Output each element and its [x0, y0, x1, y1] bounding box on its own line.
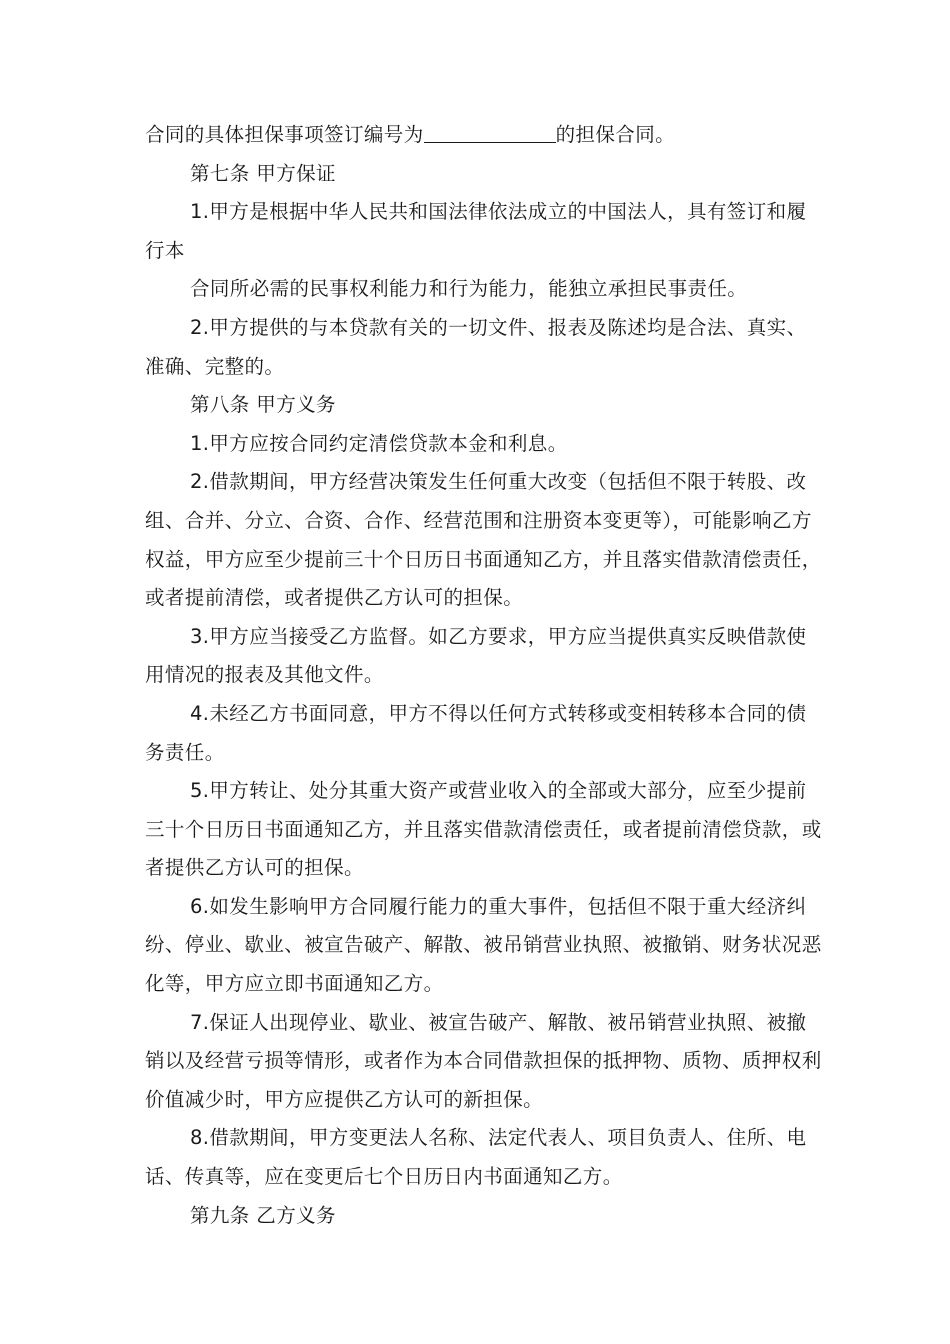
- paragraph-contract-number: [145, 116, 825, 155]
- contract-number-blank: [424, 120, 556, 143]
- article-7-item-1a: 1.甲方是根据中华人民共和国法律依法成立的中国法人，具有签订和履行本: [145, 200, 807, 262]
- document-body: [145, 116, 825, 1235]
- article-9-title: 第九条 乙方义务: [190, 1203, 336, 1227]
- article-7-title: 第七条 甲方保证: [190, 161, 336, 185]
- contract-number-text-before: 合同的具体担保事项签订编号为: [145, 123, 424, 146]
- article-7-item-2: 2.甲方提供的与本贷款有关的一切文件、报表及陈述均是合法、真实、准确、完整的。: [145, 315, 807, 378]
- article-8-item-1: 1.甲方应按合同约定清偿贷款本金和利息。: [190, 431, 568, 455]
- article-8-item-7: 7.保证人出现停业、歇业、被宣告破产、解散、被吊销营业执照、被撤销以及经营亏损等情形，或者作为本合同借款担保的抵押物、质物、质押权利价值减少时，甲方应提供乙方认可的新担保。: [145, 1010, 822, 1111]
- article-8-item-2: 2.借款期间，甲方经营决策发生任何重大改变（包括但不限于转股、改组、合并、分立、合资、合作、经营范围和注册资本变更等），可能影响乙方权益，甲方应至少提前三十个日历日书面通知乙方，并且落实借款清偿责任，或者提前清偿，或者提供乙方认可的担保。: [145, 470, 822, 610]
- article-8-item-4: 4.未经乙方书面同意，甲方不得以任何方式转移或变相转移本合同的债务责任。: [145, 701, 807, 764]
- contract-number-text-after: 的担保合同。: [555, 123, 676, 146]
- article-7-item-1b: 合同所必需的民事权利能力和行为能力，能独立承担民事责任。: [190, 277, 748, 301]
- article-8-item-8: 8.借款期间，甲方变更法人名称、法定代表人、项目负责人、住所、电话、传真等，应在变更后七个日历日内书面通知乙方。: [145, 1126, 807, 1189]
- article-8-item-3: 3.甲方应当接受乙方监督。如乙方要求，甲方应当提供真实反映借款使用情况的报表及其他文件。: [145, 624, 807, 687]
- article-8-item-5: 5.甲方转让、处分其重大资产或营业收入的全部或大部分，应至少提前三十个日历日书面通知乙方，并且落实借款清偿责任，或者提前清偿贷款，或者提供乙方认可的担保。: [145, 779, 822, 880]
- article-8-title: 第八条 甲方义务: [190, 393, 336, 417]
- article-8-item-6: 6.如发生影响甲方合同履行能力的重大事件，包括但不限于重大经济纠纷、停业、歇业、被宣告破产、解散、被吊销营业执照、被撤销、财务状况恶化等，甲方应立即书面通知乙方。: [145, 894, 822, 996]
